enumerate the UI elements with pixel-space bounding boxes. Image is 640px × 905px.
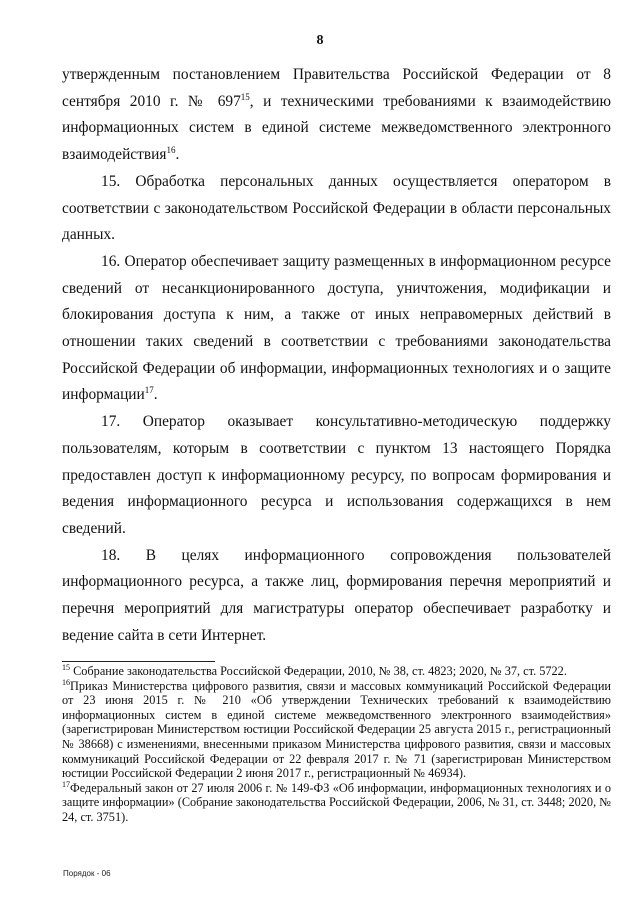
paragraph-18: 18. В целях информационного сопровождения пользователей информационного ресурса, а также лиц, формирования перечня мероприятий и перечня мероприятий для магистратуры оператор обеспечивает разработку и ведение сайта в сети Интернет. — [62, 546, 611, 644]
footnote-number: 17 — [62, 779, 70, 789]
paragraph-text-tail: , и техническими требованиями к взаимодействию информационных систем в единой системе межведомственного электронного взаимодействия — [62, 92, 611, 164]
footnote-16 — [62, 679, 611, 781]
paragraph-text-tail: . — [153, 386, 158, 404]
footnote-15 — [62, 664, 611, 679]
footnote-ref-16: 16 — [166, 144, 176, 155]
footnote-ref-15: 15 — [240, 91, 250, 102]
footnote-ref-17: 17 — [144, 385, 154, 396]
paragraph-15: 15. Обработка персональных данных осуществляется оператором в соответствии с законодательством Российской Федерации в области персональных данных. — [62, 172, 611, 244]
footnote-text: Приказ Министерства цифрового развития, связи и массовых коммуникаций Российской Федерации от 23 июня 2015 г. № 210 «Об утверждении Технических требований к взаимодействию информационных систем в единой системе межведомственного электронного взаимодействия» (зарегистрирован Министерством юстиции Российской Федерации 25 августа 2015 г., регистрационный № 38668) с изменениями, внесенными приказом Министерства цифрового развития, связи и массовых коммуникаций Российской Федерации от 22 февраля 2017 г. № 71 (зарегистрирован Министерством юстиции Российской Федерации 2 июня 2017 г., регистрационный № 46934). — [62, 678, 611, 781]
footnote-divider — [62, 661, 215, 662]
footnote-17 — [62, 781, 611, 825]
paragraph-16 — [62, 249, 611, 409]
paragraph-continuation — [62, 62, 611, 169]
paragraph-text: утвержденным постановлением Правительства Российской Федерации от 8 сентября 2010 г. № 697 — [62, 66, 611, 110]
paragraph-text-tail: . — [175, 146, 180, 164]
document-code-label: Порядок - 06 — [63, 869, 111, 878]
footnote-text: Федеральный закон от 27 июля 2006 г. № 149-ФЗ «Об информации, информационных технологиях и о защите информации» (Собрание законодательства Российской Федерации, 2006, № 31, ст. 3448; 2020, № 24, ст. 3751). — [62, 780, 611, 824]
footnote-number: 15 — [62, 662, 70, 672]
paragraph-17: 17. Оператор оказывает консультативно-методическую поддержку пользователям, которым в соответствии с пунктом 13 настоящего Порядка предоставлен доступ к информационному ресурсу, по вопросам формирования и ведения информационного ресурса и использования содержащихся в нем сведений. — [62, 413, 611, 537]
paragraph-text: 16. Оператор обеспечивает защиту размещенных в информационном ресурсе сведений от несанкционированного доступа, уничтожения, модификации и блокирования доступа к ним, а также от иных неправомерных действий в отношении таких сведений в соответствии с требованиями законодательства Российской Федерации об информации, информационных технологиях и о защите информации — [62, 252, 611, 404]
footnote-text: Собрание законодательства Российской Федерации, 2010, № 38, ст. 4823; 2020, № 37, ст. 5722. — [70, 664, 567, 678]
document-body — [62, 62, 611, 649]
page-number: 8 — [316, 33, 324, 48]
footnotes — [62, 664, 611, 825]
footnote-number: 16 — [62, 677, 70, 687]
